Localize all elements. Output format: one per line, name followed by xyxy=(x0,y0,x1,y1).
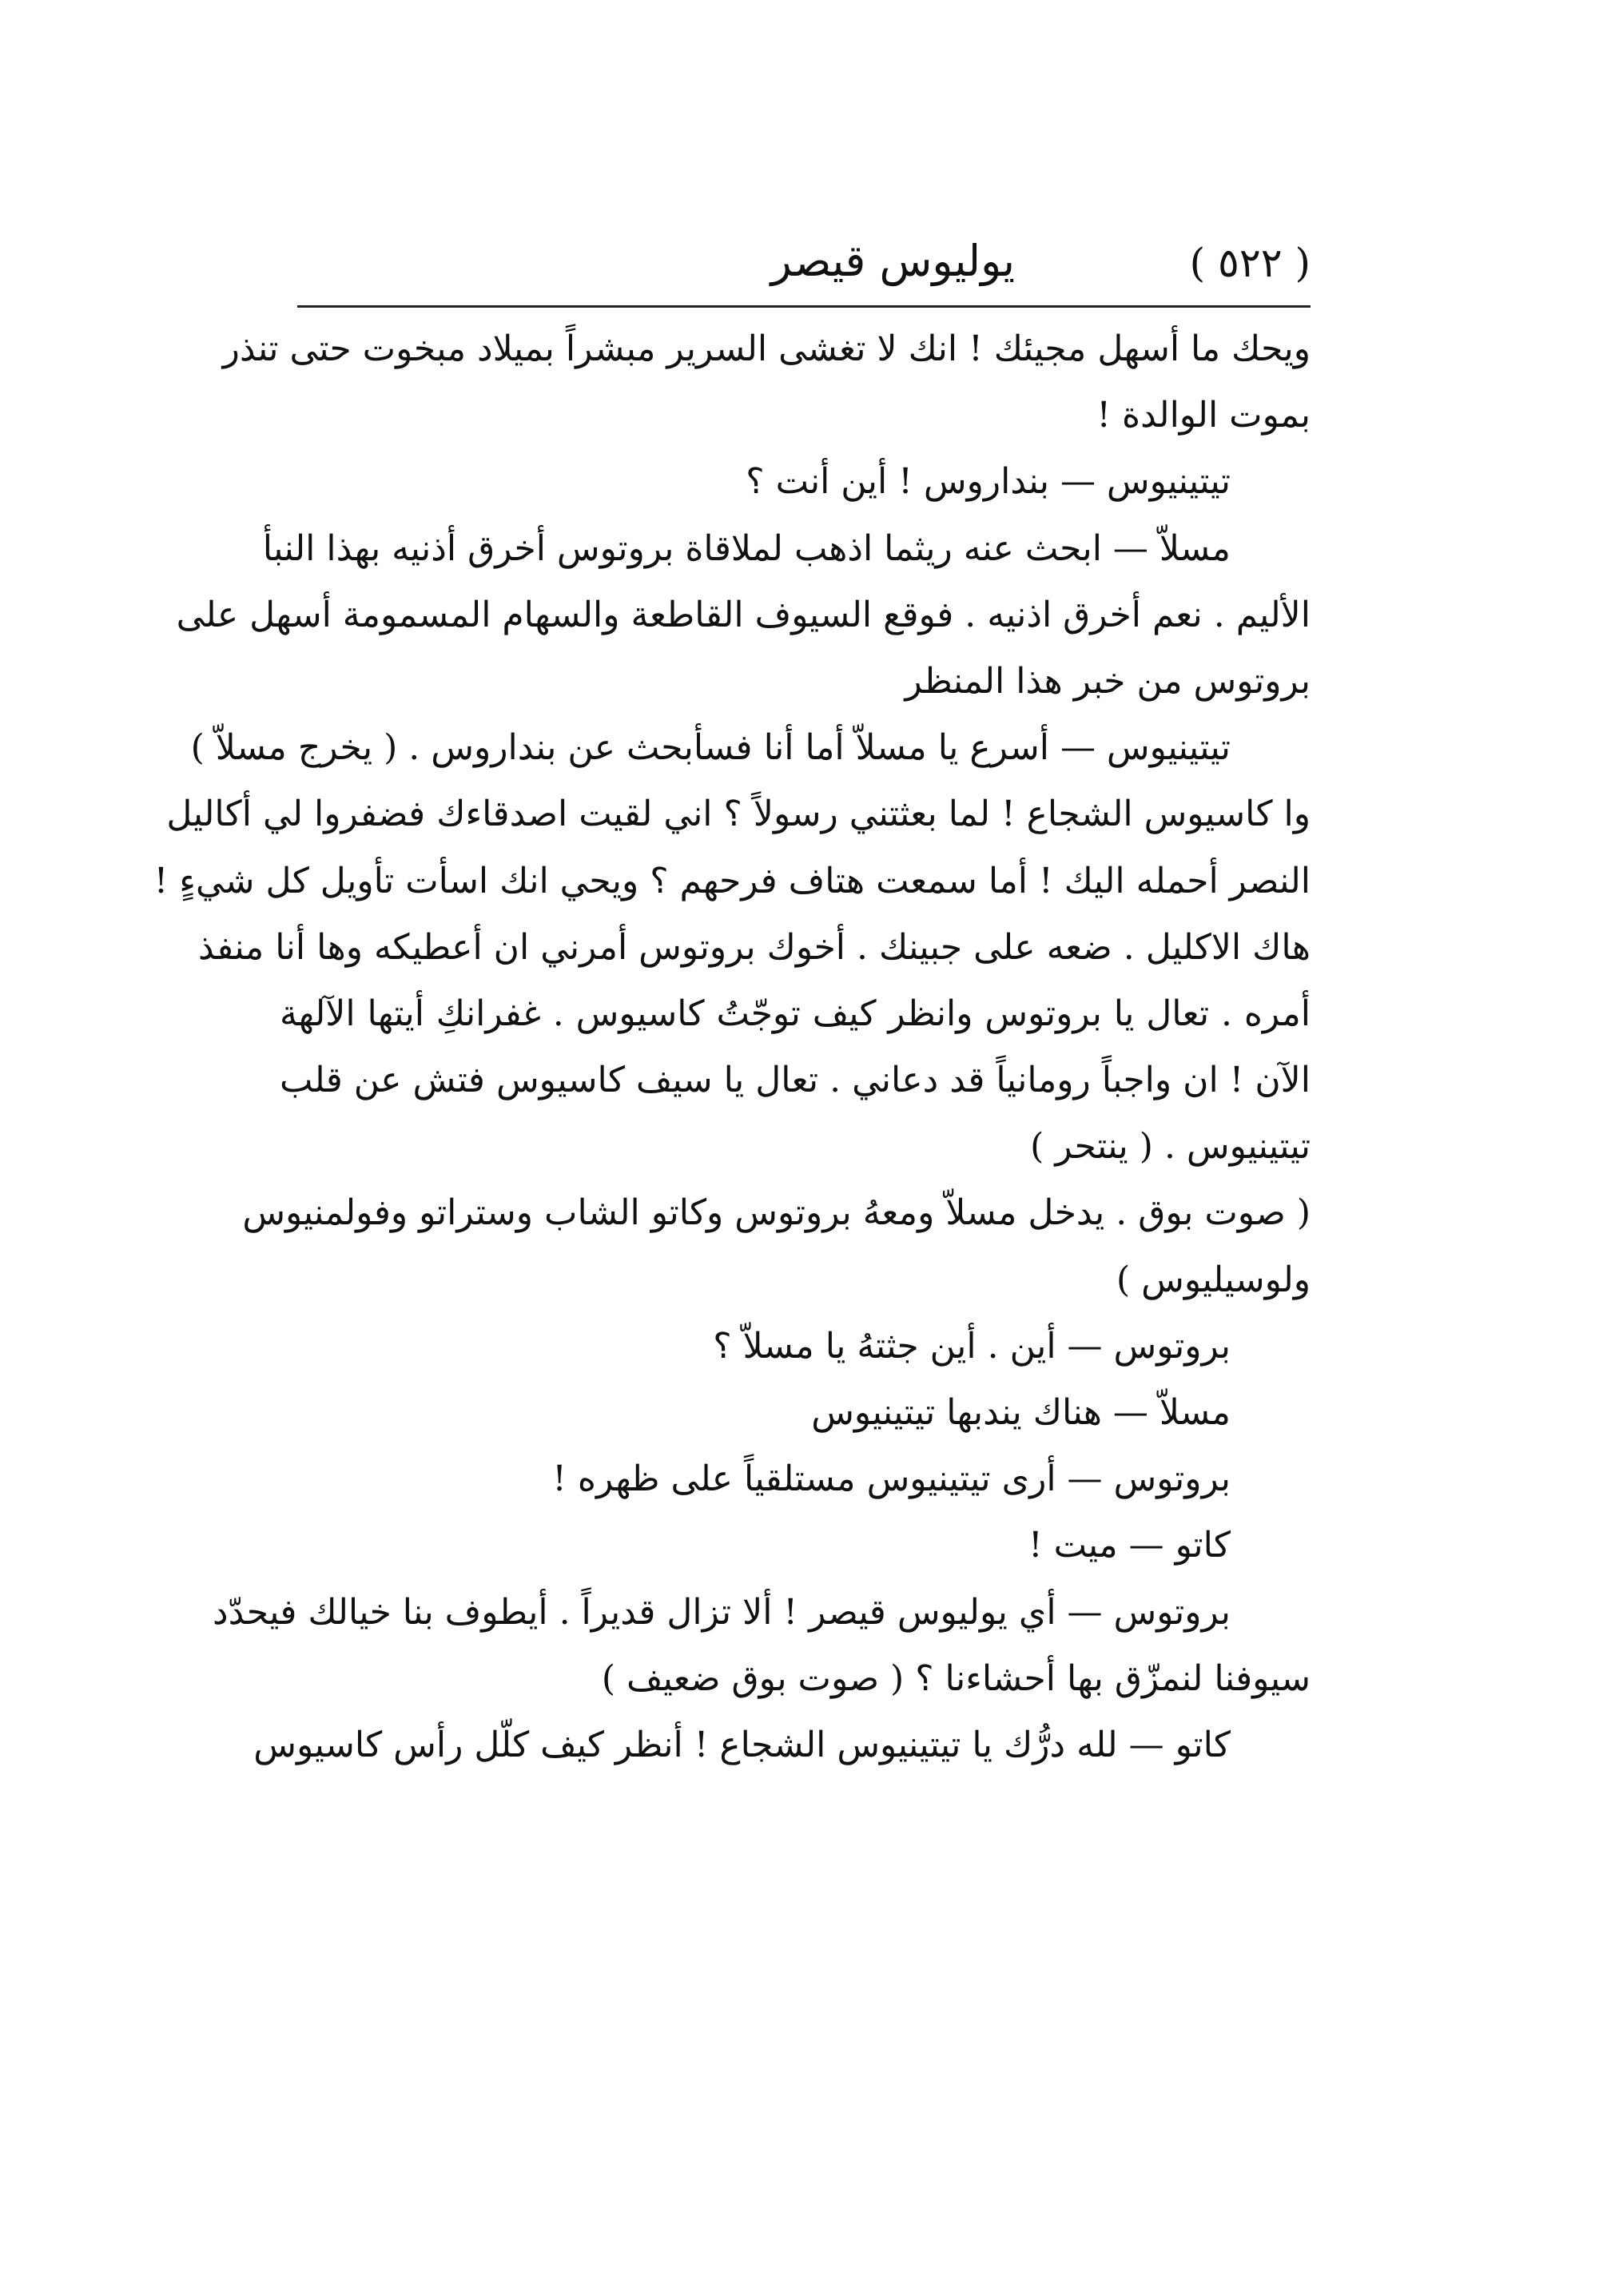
dialogue-line: كاتو — لله درُّك يا تيتينيوس الشجاع ! أنظر كيف كلّل رأس كاسيوس xyxy=(253,1724,1231,1765)
text-line: بروتوس من خبر هذا المنظر xyxy=(905,660,1311,702)
running-title: يوليوس قيصر xyxy=(770,236,1015,286)
dialogue-line: مسلاّ — هناك يندبها تيتينيوس xyxy=(811,1392,1231,1433)
dialogue-line: تيتينيوس — بنداروس ! أين أنت ؟ xyxy=(746,461,1231,503)
dialogue-line: بروتوس — أين . أين جثتهُ يا مسلاّ ؟ xyxy=(713,1325,1231,1367)
text-line: وا كاسيوس الشجاع ! لما بعثتني رسولاً ؟ اني لقيت اصدقاءك فضفروا لي أكاليل xyxy=(166,794,1311,835)
stage-direction-line: ولوسيليوس ) xyxy=(1116,1259,1311,1300)
dialogue-line: بروتوس — أي يوليوس قيصر ! ألا تزال قديراً . أيطوف بنا خيالك فيحدّد xyxy=(213,1591,1231,1633)
page-header xyxy=(297,236,1311,300)
text-line: ويحك ما أسهل مجيئك ! انك لا تغشى السرير مبشراً بميلاد مبخوت حتى تنذر xyxy=(222,328,1311,369)
stage-direction-line: ( صوت بوق . يدخل مسلاّ ومعهُ بروتوس وكاتو الشاب وستراتو وفولمنيوس xyxy=(242,1192,1311,1234)
text-line: الأليم . نعم أخرق اذنيه . فوقع السيوف القاطعة والسهام المسمومة أسهل على xyxy=(176,594,1311,635)
text-line: سيوفنا لنمزّق بها أحشاءنا ؟ ( صوت بوق ضعيف ) xyxy=(601,1657,1311,1699)
text-line: أمره . تعال يا بروتوس وانظر كيف توجّتُ كاسيوس . غفرانكِ أيتها الآلهة xyxy=(280,993,1311,1034)
page-body xyxy=(153,316,1311,1778)
header-rule xyxy=(297,305,1311,308)
text-line: بموت الوالدة ! xyxy=(1096,395,1311,436)
dialogue-line: تيتينيوس — أسرع يا مسلاّ أما أنا فسأبحث عن بنداروس . ( يخرج مسلاّ ) xyxy=(190,727,1231,769)
text-line: الآن ! ان واجباً رومانياً قد دعاني . تعال يا سيف كاسيوس فتش عن قلب xyxy=(280,1060,1311,1101)
text-line: هاك الاكليل . ضعه على جبينك . أخوك بروتوس أمرني ان أعطيكه وها أنا منفذ xyxy=(198,926,1311,968)
dialogue-line: كاتو — ميت ! xyxy=(1028,1525,1231,1566)
text-line: النصر أحمله اليك ! أما سمعت هتاف فرحهم ؟ ويحي انك اسأت تأويل كل شيءٍ ! xyxy=(153,860,1311,901)
page-number: ( ٥٢٢ ) xyxy=(1189,240,1311,286)
dialogue-line: بروتوس — أرى تيتينيوس مستلقياً على ظهره ! xyxy=(552,1458,1231,1500)
text-line: تيتينيوس . ( ينتحر ) xyxy=(1030,1126,1311,1168)
dialogue-line: مسلاّ — ابحث عنه ريثما اذهب لملاقاة بروتوس أخرق أذنيه بهذا النبأ xyxy=(262,527,1231,569)
